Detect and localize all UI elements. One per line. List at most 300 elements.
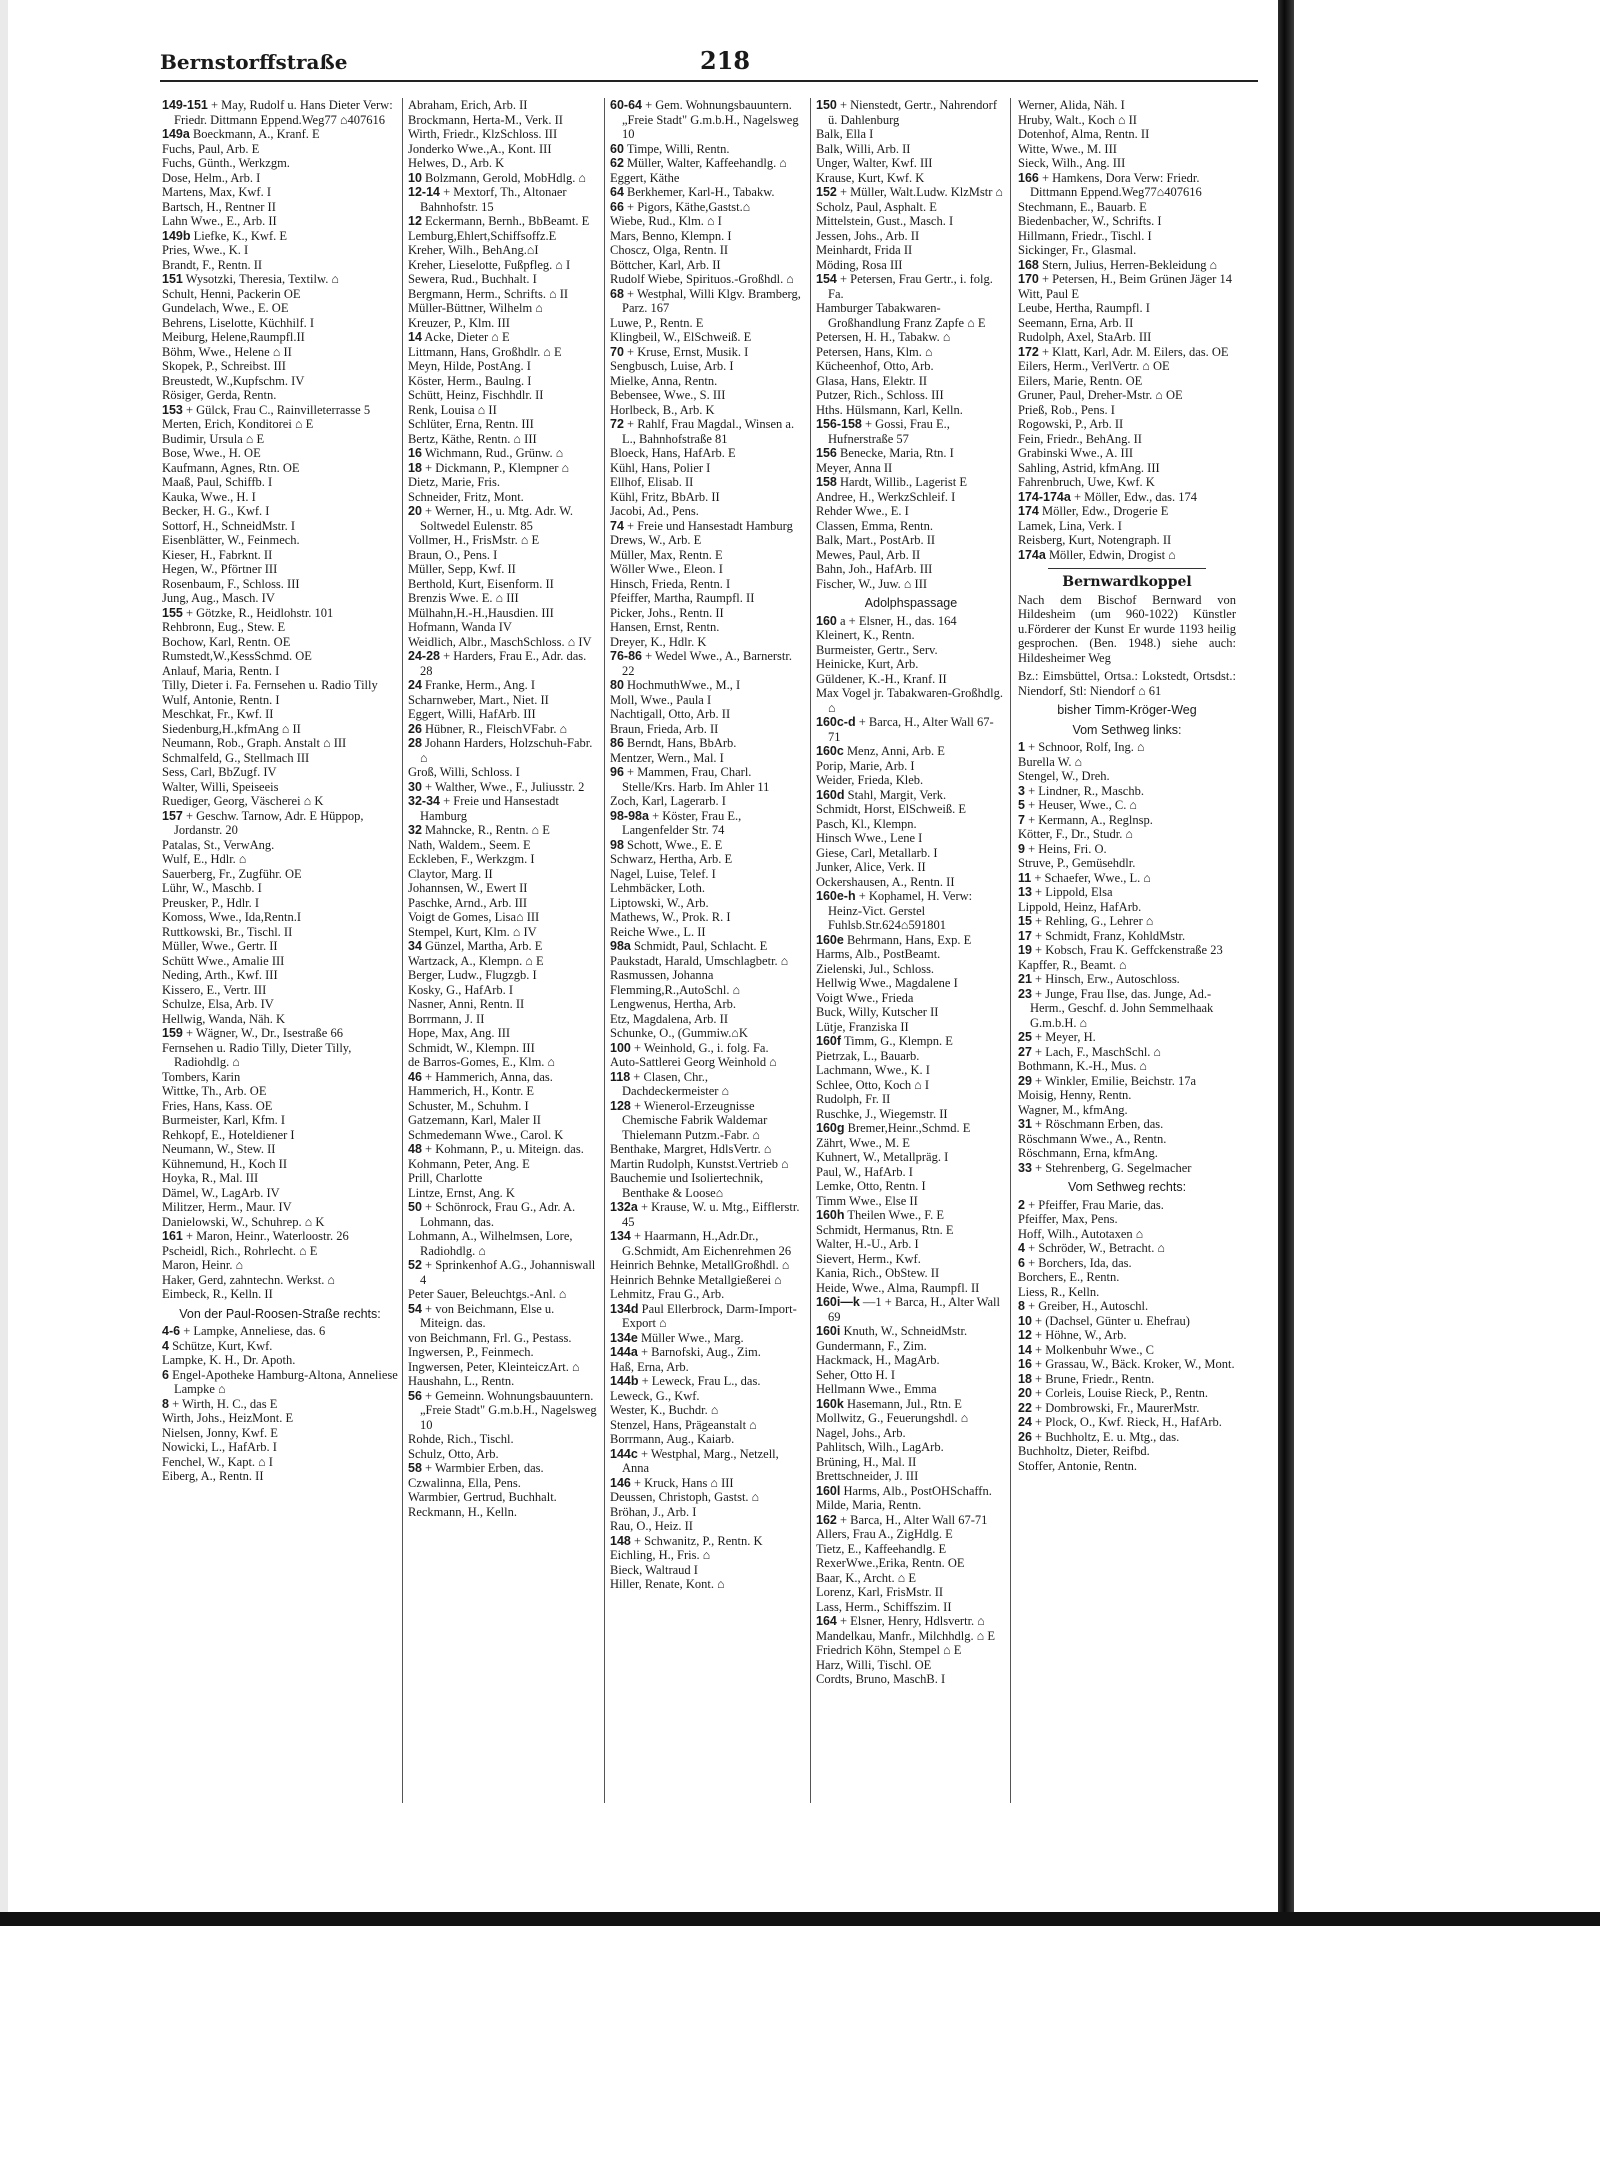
resident-text: Komoss, Wwe., Ida,Rentn.I [162,910,301,924]
column-divider [810,98,811,1803]
resident-text: Müller, Sepp, Kwf. II [408,562,516,576]
directory-entry [816,243,1006,258]
resident-text: Fernsehen u. Radio Tilly, Dieter Tilly, Radiohdlg. ⌂ [162,1040,352,1069]
resident-text: Eilers, Herm., VerlVertr. ⌂ OE [1018,359,1170,373]
directory-entry [610,1200,806,1229]
house-number: 149b [162,228,191,243]
directory-entry [610,1041,806,1056]
resident-text: Meschkat, Fr., Kwf. II [162,707,274,721]
directory-entry [162,809,398,838]
resident-text: Sottorf, H., SchneidMstr. I [162,518,295,533]
directory-entry [610,751,806,766]
directory-entry [1018,1103,1236,1118]
resident-text: + Petersen, Frau Gertr., i. folg. Fa. [828,272,993,301]
resident-text: Menz, Anni, Arb. E [846,744,945,758]
resident-text: Reisberg, Kurt, Notengraph. II [1018,533,1172,547]
directory-entry [610,156,806,171]
resident-text: Kuhnert, W., Metallpräg. I [816,1150,949,1164]
house-number: 98-98a [610,808,649,823]
resident-text: Rumstedt,W.,KessSchmd. OE [162,649,312,663]
directory-entry [1018,214,1236,229]
house-number: 151 [162,272,183,286]
resident-text: + Schmidt, Franz, KohldMstr. [1035,928,1186,943]
resident-text: Kreuzer, P., Klm. III [408,315,510,330]
directory-entry [610,1157,806,1172]
scan-left-edge [0,0,8,1925]
directory-entry [408,1157,600,1172]
directory-entry [162,881,398,896]
directory-entry [1018,914,1236,929]
directory-entry [816,374,1006,389]
resident-text: + Freie und Hansestadt Hamburg [420,794,559,823]
resident-text: + Schwanitz, P., Rentn. K [633,1533,763,1548]
directory-entry [162,794,398,809]
resident-text: Braun, O., Pens. I [408,547,498,562]
resident-text: Prieß, Rob., Pens. I [1018,402,1115,417]
resident-text: a + Elsner, H., das. 164 [839,613,957,628]
directory-entry [816,1542,1006,1557]
directory-entry [610,229,806,244]
resident-text: Dotenhof, Alma, Rentn. II [1018,127,1150,141]
directory-entry [408,678,600,693]
directory-entry [162,1244,398,1259]
directory-entry [162,272,398,287]
resident-text: Eichling, H., Fris. ⌂ [610,1548,711,1562]
house-number: 161 [162,1229,183,1243]
resident-text: Hamburger Tabakwaren-Großhandlung Franz Zapfe ⌂ E [816,301,986,330]
house-number: 52 [408,1258,422,1272]
directory-entry [1018,827,1236,842]
directory-entry [610,620,806,635]
resident-text: + Heins, Fri. O. [1028,841,1107,856]
resident-text: Walter, Willi, Speiseeis [162,779,279,794]
resident-text: Stechmann, E., Bauarb. E [1018,199,1147,214]
directory-entry [1018,533,1236,548]
directory-entry [408,504,600,533]
directory-column-2 [408,98,600,1519]
directory-entry [408,954,600,969]
resident-text: + Kruse, Ernst, Musik. I [627,344,749,359]
house-number: 160 [816,613,837,628]
directory-entry [1018,1386,1236,1401]
resident-text: Bertz, Käthe, Rentn. ⌂ III [408,431,537,446]
resident-text: Röschmann Wwe., A., Rentn. [1018,1131,1167,1146]
resident-text: + Kohmann, P., u. Miteign. das. [425,1142,584,1156]
resident-text: Eckermann, Bernh., BbBeamt. E [425,214,590,228]
house-number: 164 [816,1614,837,1628]
house-number: 10 [1018,1313,1032,1328]
house-number: 160h [816,1208,845,1222]
resident-text: Pscheidl, Rich., Rohrlecht. ⌂ E [162,1243,318,1258]
resident-text: Hellwig, Wanda, Näh. K [162,1011,286,1026]
directory-entry [162,1186,398,1201]
directory-entry [610,345,806,360]
resident-text: + Leweck, Frau L., das. [641,1374,761,1388]
resident-text: + Maron, Heinr., Waterloostr. 26 [185,1229,349,1243]
directory-entry [816,1107,1006,1122]
directory-entry [816,330,1006,345]
directory-entry [610,722,806,737]
resident-text: Kühl, Fritz, BbArb. II [610,489,720,504]
directory-entry [162,896,398,911]
directory-entry [610,475,806,490]
directory-entry [816,962,1006,977]
resident-text: Neding, Arth., Kwf. III [162,968,278,982]
directory-entry [610,461,806,476]
resident-text: Borchers, E., Rentn. [1018,1270,1120,1284]
resident-text: Pfeiffer, Max, Pens. [1018,1212,1118,1226]
resident-text: Hasemann, Jul., Rtn. E [846,1396,962,1411]
directory-entry [1018,171,1236,200]
resident-text: Balk, Ella I [816,127,874,141]
directory-entry [1018,548,1236,563]
resident-text: Meiburg, Helene,Raumpfl.II [162,330,305,344]
resident-text: + Köster, Frau E., Langenfelder Str. 74 [622,808,742,837]
resident-text: Mahncke, R., Rentn. ⌂ E [425,823,550,837]
directory-entry [162,1469,398,1484]
house-number: 72 [610,417,624,431]
resident-text: Zielenski, Jul., Schloss. [816,961,935,976]
directory-entry [610,1577,806,1592]
directory-entry [610,925,806,940]
directory-entry [162,1215,398,1230]
directory-entry [816,1063,1006,1078]
directory-entry [816,1339,1006,1354]
directory-entry [1018,1256,1236,1271]
resident-text: Schott, Wwe., E. E [627,837,723,852]
directory-entry [610,1287,806,1302]
house-number: 12-14 [408,185,440,199]
resident-text: Petersen, H. H., Tabakw. ⌂ [816,330,951,344]
directory-entry [408,925,600,940]
directory-entry [162,388,398,403]
directory-entry [162,852,398,867]
directory-entry [610,330,806,345]
resident-text: + Hinsch, Erw., Autoschloss. [1035,972,1180,986]
directory-entry [610,171,806,186]
directory-entry [408,98,600,113]
house-number: 170 [1018,272,1039,286]
directory-entry [610,1418,806,1433]
resident-text: Schmidt, Hermanus, Rtn. E [816,1222,954,1237]
directory-entry [408,1186,600,1201]
directory-entry [408,1461,600,1476]
directory-entry [816,628,1006,643]
directory-entry [816,1484,1006,1499]
resident-text: Struve, P., Gemüsehdlr. [1018,856,1136,870]
resident-text: Flemming,R.,AutoSchl. ⌂ [610,982,741,997]
directory-entry [162,417,398,432]
resident-text: Lachmann, Wwe., K. I [816,1063,930,1077]
directory-entry [1018,504,1236,519]
house-number: 23 [1018,986,1032,1001]
house-number: 64 [610,185,624,199]
directory-entry [162,577,398,592]
house-number: 12 [1018,1328,1032,1342]
directory-entry [1018,490,1236,505]
house-number: 118 [610,1069,631,1084]
directory-entry [610,1360,806,1375]
resident-text: Siedenburg,H.,kfmAng ⌂ II [162,721,301,736]
directory-entry [162,954,398,969]
directory-entry [162,98,398,127]
resident-text: Eggert, Willi, HafArb. III [408,707,536,721]
directory-entry [1018,740,1236,755]
resident-text: Wichmann, Rud., Grünw. ⌂ [424,446,564,460]
directory-entry [162,142,398,157]
directory-entry [816,171,1006,186]
house-number: 80 [610,678,624,692]
directory-entry [408,1200,600,1229]
directory-entry [610,388,806,403]
resident-text: Stempel, Kurt, Klm. ⌂ IV [408,924,537,939]
directory-entry [816,127,1006,142]
resident-text: Warmbier, Gertrud, Buchhalt. [408,1490,557,1504]
resident-text: Sauerberg, Fr., Zugführ. OE [162,866,302,881]
directory-entry [816,1223,1006,1238]
directory-entry [610,548,806,563]
directory-entry [162,1440,398,1455]
directory-entry [610,1519,806,1534]
resident-text: Bloeck, Hans, HafArb. E [610,446,736,460]
resident-text: + Möller, Edw., das. 174 [1073,489,1198,504]
directory-entry [610,1389,806,1404]
directory-entry [162,765,398,780]
resident-text: Krause, Kurt, Kwf. K [816,170,925,185]
resident-text: + Wedel Wwe., A., Barnerstr. 22 [622,649,792,678]
directory-entry [1018,156,1236,171]
house-number: 19 [1018,943,1032,957]
directory-entry [408,1041,600,1056]
directory-entry [816,1469,1006,1484]
resident-text: Grabinski Wwe., A. III [1018,446,1134,460]
directory-entry [408,258,600,273]
house-number: 134d [610,1301,639,1316]
directory-entry [162,649,398,664]
resident-text: Moll, Wwe., Paula I [610,692,712,707]
resident-text: + Heuser, Wwe., C. ⌂ [1028,798,1138,812]
directory-entry [408,939,600,954]
resident-text: Seher, Otto H. I [816,1367,895,1382]
resident-text: Schlee, Otto, Koch ⌂ I [816,1077,930,1092]
resident-text: Picker, Johs., Rentn. II [610,605,724,620]
resident-text: + Barca, H., Alter Wall 67-71 [828,715,994,744]
directory-entry [816,1498,1006,1513]
resident-text: + Westphal, Willi Klgv. Bramberg, Parz. 167 [622,286,801,315]
resident-text: Möding, Rosa III [816,257,903,272]
resident-text: Burmeister, Karl, Kfm. I [162,1113,286,1127]
directory-entry [408,403,600,418]
resident-text: Fischer, W., Juw. ⌂ III [816,576,928,591]
street-district-info: Bz.: Eimsbüttel, Ortsa.: Lokstedt, Ortsdst.: Niendorf, Stl: Niendorf ⌂ 61 [1018,669,1236,698]
resident-text: + Gossi, Frau E., Hufnerstraße 57 [828,417,950,446]
resident-text: Scharnweber, Mart., Niet. II [408,692,549,707]
resident-text: RexerWwe.,Erika, Rentn. OE [816,1556,965,1570]
resident-text: + Schaefer, Wwe., L. ⌂ [1034,870,1151,885]
directory-entry [162,1084,398,1099]
house-number: 48 [408,1142,422,1156]
directory-entry [610,939,806,954]
directory-entry [162,1026,398,1041]
house-number: 149a [162,127,190,141]
resident-text: Walter, H.-U., Arb. I [816,1237,919,1251]
resident-text: Stenzel, Hans, Prägeanstalt ⌂ [610,1417,757,1432]
resident-text: Bartsch, H., Rentner II [162,199,276,214]
resident-text: Bieck, Waltraud I [610,1562,698,1577]
directory-entry [1018,1146,1236,1161]
directory-entry [408,142,600,157]
directory-entry [1018,900,1236,915]
resident-text: + Winkler, Emilie, Beichstr. 17a [1035,1073,1197,1088]
directory-entry [408,417,600,432]
house-number: 153 [162,402,183,417]
resident-text: Theilen Wwe., F. E [847,1208,945,1222]
house-number: 160f [816,1034,842,1048]
directory-entry [816,185,1006,200]
resident-text: Lorenz, Karl, FrisMstr. II [816,1585,944,1599]
directory-entry [408,1490,600,1505]
directory-entry [408,1505,600,1520]
directory-entry [610,1055,806,1070]
directory-entry [162,910,398,925]
house-number: 132a [610,1200,638,1214]
resident-text: Brettschneider, J. III [816,1469,919,1483]
resident-text: Kleinert, K., Rentn. [816,628,915,642]
resident-text: + Corleis, Louise Rieck, P., Rentn. [1035,1386,1209,1400]
directory-entry [408,1302,600,1331]
directory-entry [162,475,398,490]
directory-entry [162,461,398,476]
resident-text: Johann Harders, Holzschuh-Fabr. ⌂ [420,736,593,765]
resident-text: + Wirth, H. C., das E [172,1396,278,1411]
directory-entry [162,591,398,606]
directory-entry [408,446,600,461]
resident-text: + Greiber, H., Autoschl. [1028,1299,1149,1313]
resident-text: Ruttkowski, Br., Tischl. II [162,924,293,939]
resident-text: + Gemeinn. Wohnungsbauuntern. „Freie Stadt" G.m.b.H., Nagelsweg 10 [420,1388,597,1432]
resident-text: Braun, Frieda, Arb. II [610,721,719,736]
resident-text: Rudolph, Axel, StaArb. III [1018,330,1152,344]
directory-entry [162,504,398,519]
directory-entry [1018,403,1236,418]
resident-text: Borrmann, J. II [408,1011,485,1026]
directory-entry [610,1229,806,1258]
directory-entry [408,127,600,142]
resident-text: Voigt de Gomes, Lisa⌂ III [408,910,540,924]
directory-entry [162,693,398,708]
directory-entry [1018,972,1236,987]
resident-text: Kania, Rich., ObStew. II [816,1266,940,1280]
directory-entry [816,1092,1006,1107]
directory-entry [1018,446,1236,461]
directory-entry [408,577,600,592]
resident-text: Preusker, P., Hdlr. I [162,895,260,910]
house-number: 6 [1018,1255,1025,1270]
resident-text: de Barros-Gomes, E., Klm. ⌂ [408,1055,556,1069]
directory-entry [408,1113,600,1128]
directory-entry [1018,1270,1236,1285]
house-number: 2 [1018,1197,1025,1212]
directory-entry [1018,871,1236,886]
resident-text: Wysotzki, Theresia, Textilw. ⌂ [185,272,339,286]
resident-text: Fries, Hans, Kass. OE [162,1098,273,1113]
resident-text: Buchholtz, Dieter, Reifbd. [1018,1444,1150,1458]
plan-sketch-note: bisher Timm-Kröger-Weg [1057,703,1197,717]
resident-text: Max Vogel jr. Tabakwaren-Großhdlg. ⌂ [816,686,1003,715]
resident-text: Martin Rudolph, Kunstst.Vertrieb ⌂ [610,1156,789,1171]
resident-text: Reckmann, H., Kelln. [408,1504,518,1519]
resident-text: Hoff, Wilh., Autotaxen ⌂ [1018,1226,1144,1241]
resident-text: + May, Rudolf u. Hans Dieter Verw: Friedr. Dittmann Eppend.Weg77 ⌂407616 [174,98,393,127]
resident-text: Nachtigall, Otto, Arb. II [610,707,731,721]
house-number: 24 [1018,1415,1032,1429]
resident-text: + von Beichmann, Else u. Miteign. das. [420,1301,555,1330]
resident-text: Groß, Willi, Schloss. I [408,765,520,779]
directory-entry [1018,1299,1236,1314]
resident-text: + Barnofski, Aug., Zim. [640,1345,761,1359]
directory-entry [816,1600,1006,1615]
directory-entry [1018,1328,1236,1343]
resident-text: Maron, Heinr. ⌂ [162,1258,244,1272]
house-number: 70 [610,344,624,359]
directory-entry [816,788,1006,803]
resident-text: Harz, Willi, Tischl. OE [816,1657,932,1672]
resident-text: Rohde, Rich., Tischl. [408,1432,514,1446]
resident-text: Schulze, Elsa, Arb. IV [162,997,274,1011]
house-number: 160i [816,1324,841,1338]
directory-entry [816,672,1006,687]
directory-entry [162,1339,398,1354]
directory-entry [1018,272,1236,287]
resident-text: Wiebe, Rud., Klm. ⌂ I [610,214,722,228]
resident-text: Stern, Julius, Herren-Bekleidung ⌂ [1041,257,1218,272]
resident-text: Dämel, W., LagArb. IV [162,1185,280,1200]
directory-entry [816,976,1006,991]
directory-entry [610,1548,806,1563]
resident-text: Wirth, Friedr., KlzSchloss. III [408,127,558,141]
directory-column-3 [610,98,806,1592]
resident-text: Klingbeil, W., ElSchweiß. E [610,330,752,344]
house-number: 28 [408,736,422,750]
directory-entry [162,736,398,751]
directory-entry [408,316,600,331]
house-number: 168 [1018,257,1039,272]
resident-text: Berthold, Kurt, Eisenform. II [408,576,554,591]
house-number: 17 [1018,928,1032,943]
house-number: 46 [408,1069,422,1084]
resident-text: + Molkenbuhr Wwe., C [1035,1342,1154,1357]
directory-entry [1018,301,1236,316]
directory-entry [408,461,600,476]
resident-text: Hoyka, R., Mal. III [162,1171,259,1185]
resident-text: Sievert, Herm., Kwf. [816,1251,921,1266]
resident-text: Schütze, Kurt, Kwf. [172,1338,273,1353]
resident-text: Putzer, Rich., Schloss. III [816,388,944,402]
side-heading: Von der Paul-Roosen-Straße rechts: [179,1306,381,1321]
directory-entry [1018,1161,1236,1176]
directory-entry [408,287,600,302]
resident-text: Bose, Wwe., H. OE [162,446,261,460]
resident-text: Schmedemann Wwe., Carol. K [408,1127,564,1142]
resident-text: Ellhof, Elisab. II [610,475,694,489]
directory-entry [610,1345,806,1360]
resident-text: Kauka, Wwe., H. I [162,489,256,504]
resident-text: Breustedt, W.,Kupfschm. IV [162,373,305,388]
directory-entry [162,1273,398,1288]
resident-text: + Mextorf, Th., Altonaer Bahnhofstr. 15 [420,185,567,214]
directory-entry [816,1281,1006,1296]
resident-text: Lippold, Heinz, HafArb. [1018,899,1142,914]
